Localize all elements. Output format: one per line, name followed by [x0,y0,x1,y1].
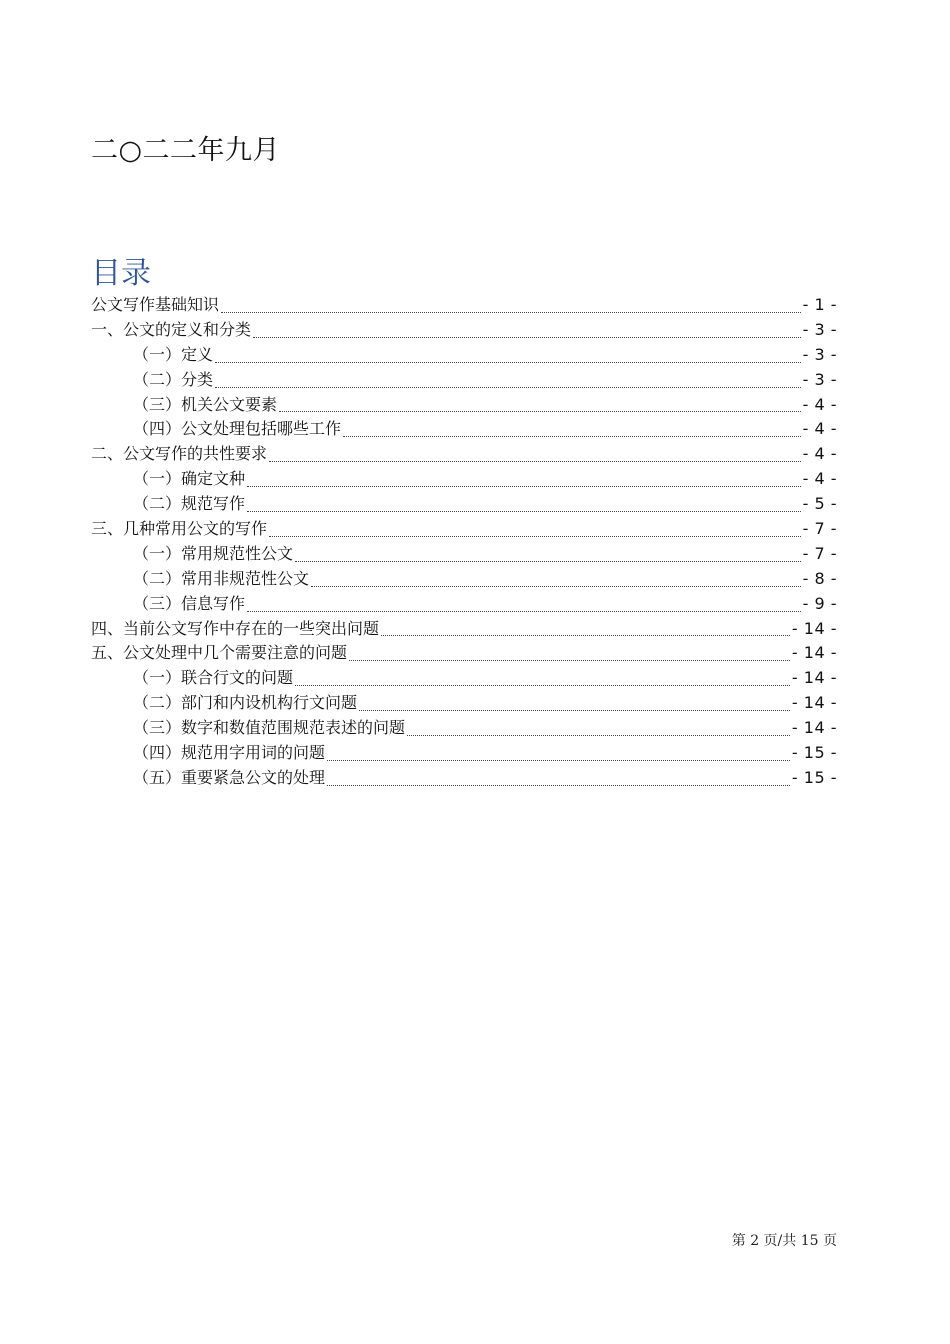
toc-leader-dots [343,436,801,437]
toc-entry-title: 五、公文处理中几个需要注意的问题 [91,643,348,663]
toc-entry[interactable] [91,617,837,642]
toc-entry-page: - 3 - [802,369,837,389]
toc-entry-title: 一、公文的定义和分类 [91,319,252,339]
toc-leader-dots [349,660,790,661]
toc-leader-dots [327,785,790,786]
toc-entry[interactable] [91,666,837,691]
toc-entry-page: - 4 - [802,394,837,414]
toc-entry[interactable] [91,517,837,542]
toc-leader-dots [295,561,801,562]
toc-entry[interactable] [91,467,837,492]
toc-entry-title: （五）重要紧急公文的处理 [133,767,326,787]
toc-entry-title: （四）规范用字用词的问题 [133,743,326,763]
toc-leader-dots [215,362,801,363]
toc-entry[interactable] [91,592,837,617]
toc-entry-page: - 14 - [791,618,837,638]
toc-entry-page: - 9 - [802,593,837,613]
toc-entry[interactable] [91,542,837,567]
toc-leader-dots [221,312,801,313]
toc-entry-title: （一）常用规范性公文 [133,543,294,563]
toc-leader-dots [269,536,801,537]
toc-entry-title: （二）规范写作 [133,494,246,514]
toc-entry-title: 四、当前公文写作中存在的一些突出问题 [91,618,380,638]
toc-entry-title: 公文写作基础知识 [91,295,220,314]
toc-entry-page: - 4 - [802,469,837,489]
toc-entry-page: - 3 - [802,344,837,364]
toc-leader-dots [295,685,790,686]
toc-entry[interactable] [91,442,837,467]
toc-entry-page: - 5 - [802,494,837,514]
toc-entry[interactable] [91,417,837,442]
toc-entry-title: （一）确定文种 [133,469,246,489]
toc-entry-title: （三）机关公文要素 [133,394,278,414]
toc-entry[interactable] [91,368,837,393]
toc-leader-dots [247,511,801,512]
toc-leader-dots [279,411,801,412]
toc-entry-title: （一）联合行文的问题 [133,668,294,688]
toc-entry-page: - 3 - [802,319,837,339]
toc-entry[interactable] [91,293,837,318]
toc-entry-page: - 14 - [791,643,837,663]
toc-leader-dots [327,760,790,761]
toc-entry-title: （三）数字和数值范围规范表述的问题 [133,718,406,738]
toc-entry[interactable] [91,766,837,791]
toc-leader-dots [215,387,801,388]
toc-entry-page: - 15 - [791,743,837,763]
toc-leader-dots [311,586,801,587]
toc-entry[interactable] [91,318,837,343]
toc-entry-page: - 4 - [802,419,837,439]
toc-entry-page: - 7 - [802,519,837,539]
toc-entry[interactable] [91,567,837,592]
toc-leader-dots [253,337,801,338]
toc-entry-title: 三、几种常用公文的写作 [91,519,268,539]
toc-entry[interactable] [91,741,837,766]
toc-entry-page: - 14 - [791,668,837,688]
toc-entry-page: - 8 - [802,568,837,588]
toc-entry[interactable] [91,492,837,517]
toc-entry[interactable] [91,641,837,666]
toc-entry-page: - 14 - [791,693,837,713]
toc-entry-page: - 7 - [802,543,837,563]
toc-leader-dots [269,461,801,462]
table-of-contents [91,293,837,791]
toc-entry-page: - 14 - [791,718,837,738]
toc-entry-page: - 1 - [802,295,837,314]
toc-entry[interactable] [91,716,837,741]
toc-entry[interactable] [91,393,837,418]
toc-entry-title: （一）定义 [133,344,214,364]
toc-entry[interactable] [91,343,837,368]
document-date: 二○二二年九月 [91,135,281,166]
toc-leader-dots [247,611,801,612]
toc-entry-title: （二）常用非规范性公文 [133,568,310,588]
toc-leader-dots [407,735,790,736]
toc-entry[interactable] [91,691,837,716]
toc-entry-title: 二、公文写作的共性要求 [91,444,268,464]
page-footer: 第 2 页/共 15 页 [731,1233,837,1249]
toc-entry-title: （二）分类 [133,369,214,389]
toc-entry-title: （二）部门和内设机构行文问题 [133,693,358,713]
toc-entry-title: （三）信息写作 [133,593,246,613]
toc-leader-dots [381,635,790,636]
toc-heading: 目录 [91,256,151,291]
toc-entry-title: （四）公文处理包括哪些工作 [133,419,342,439]
toc-entry-page: - 4 - [802,444,837,464]
toc-entry-page: - 15 - [791,767,837,787]
toc-leader-dots [247,486,801,487]
toc-leader-dots [359,710,790,711]
